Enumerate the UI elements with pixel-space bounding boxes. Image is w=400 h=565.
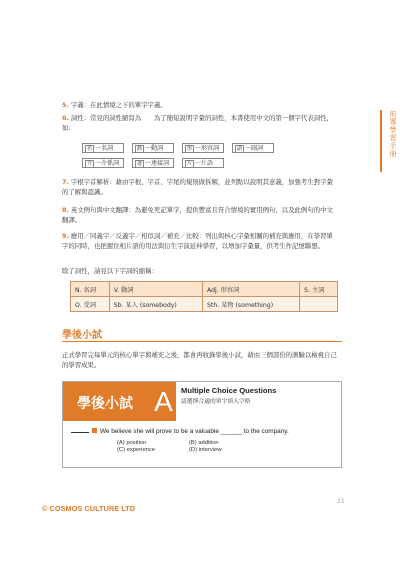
table-cell bbox=[300, 297, 338, 312]
quiz-option: (A) position bbox=[117, 440, 147, 446]
quiz-option: (D) interview bbox=[189, 447, 222, 453]
table-cell: V. 動詞 bbox=[109, 282, 202, 297]
pos-box-adjective: 形 一形容詞 bbox=[182, 143, 224, 153]
table-cell: Adj. 形容詞 bbox=[202, 282, 299, 297]
quiz-options-right bbox=[189, 440, 222, 454]
sidebar-label: 前導學習手冊 bbox=[389, 110, 397, 158]
section-heading: 學後小試 bbox=[62, 330, 102, 341]
list-item-8: 8. 英文例句與中文翻譯：為避免死記單字，提供豐富且符合情境的實用例句，以及此例句的中文翻譯。 bbox=[62, 206, 333, 224]
section-paragraph: 正式學習完每單元的核心單字與補充之後，都會再收錄學後小試，藉由三個部份的測驗以檢視自己的學習成果。 bbox=[62, 351, 337, 369]
list-item-7: 7. 字根字首解析：藉由字根、字首、字尾的規則做拆解，並列點以說明其意義，加強考生對字彙的了解與認識。 bbox=[62, 178, 333, 196]
table-intro: 除了詞性，請見以下字詞的縮稱： bbox=[62, 267, 158, 275]
list-item-9: 9. 應用／同義字／反義字／相似詞／補充／比較：列出與核心字彙相關的補充與應用，在學習單字的同時，也把握住相片語的用法與衍生字演延伸學習，以增加字彙量，供考生作記憶聯想。 bbox=[62, 232, 333, 250]
section-divider bbox=[62, 341, 342, 342]
pos-box-adverb: 副 一副詞 bbox=[232, 143, 274, 153]
list-item-5: 5. 字義：在此情境之下的單字字義。 bbox=[62, 101, 167, 109]
square-bullet-icon bbox=[92, 428, 97, 433]
pos-box-verb: 動 一動詞 bbox=[132, 143, 174, 153]
footer-brand: © COSMOS CULTURE LTD bbox=[42, 504, 136, 513]
abbreviation-table bbox=[70, 281, 338, 312]
page-number: 11 bbox=[337, 498, 345, 505]
quiz-banner-letter: A bbox=[154, 386, 173, 417]
pos-box-noun: 名 一名詞 bbox=[82, 143, 124, 153]
quiz-option: (B) addition bbox=[189, 440, 219, 446]
quiz-sample-box bbox=[62, 381, 342, 468]
quiz-option: (C) experience bbox=[117, 447, 156, 453]
list-item-6: 6. 詞性：常見的詞性縮寫為 為了簡短說明字彙的詞性，本書使用中文的第一個字代表詞性，如： bbox=[62, 114, 333, 132]
quiz-instruction: 請選擇合適的單字填入空格 bbox=[181, 399, 251, 405]
quiz-question: We believe she will prove to be a valuable ______ to the company. bbox=[71, 428, 289, 435]
pos-box-conjunction: 連 一連接詞 bbox=[132, 158, 174, 168]
answer-blank bbox=[71, 432, 89, 433]
table-row bbox=[71, 297, 338, 312]
table-cell: O. 受詞 bbox=[71, 297, 110, 312]
table-cell: N. 名詞 bbox=[71, 282, 110, 297]
table-cell: Sb. 某人 (somebody) bbox=[109, 297, 202, 312]
quiz-banner-title: 學後小試 bbox=[77, 396, 133, 412]
table-cell: S. 主詞 bbox=[300, 282, 338, 297]
table-cell: Sth. 某物 (something) bbox=[202, 297, 299, 312]
pos-box-preposition: 介 一介係詞 bbox=[82, 158, 124, 168]
table-row bbox=[71, 282, 338, 297]
quiz-heading: Multiple Choice Questions bbox=[181, 386, 277, 395]
pos-box-phrase: 片 一片語 bbox=[182, 158, 224, 168]
quiz-options-left bbox=[117, 440, 155, 454]
